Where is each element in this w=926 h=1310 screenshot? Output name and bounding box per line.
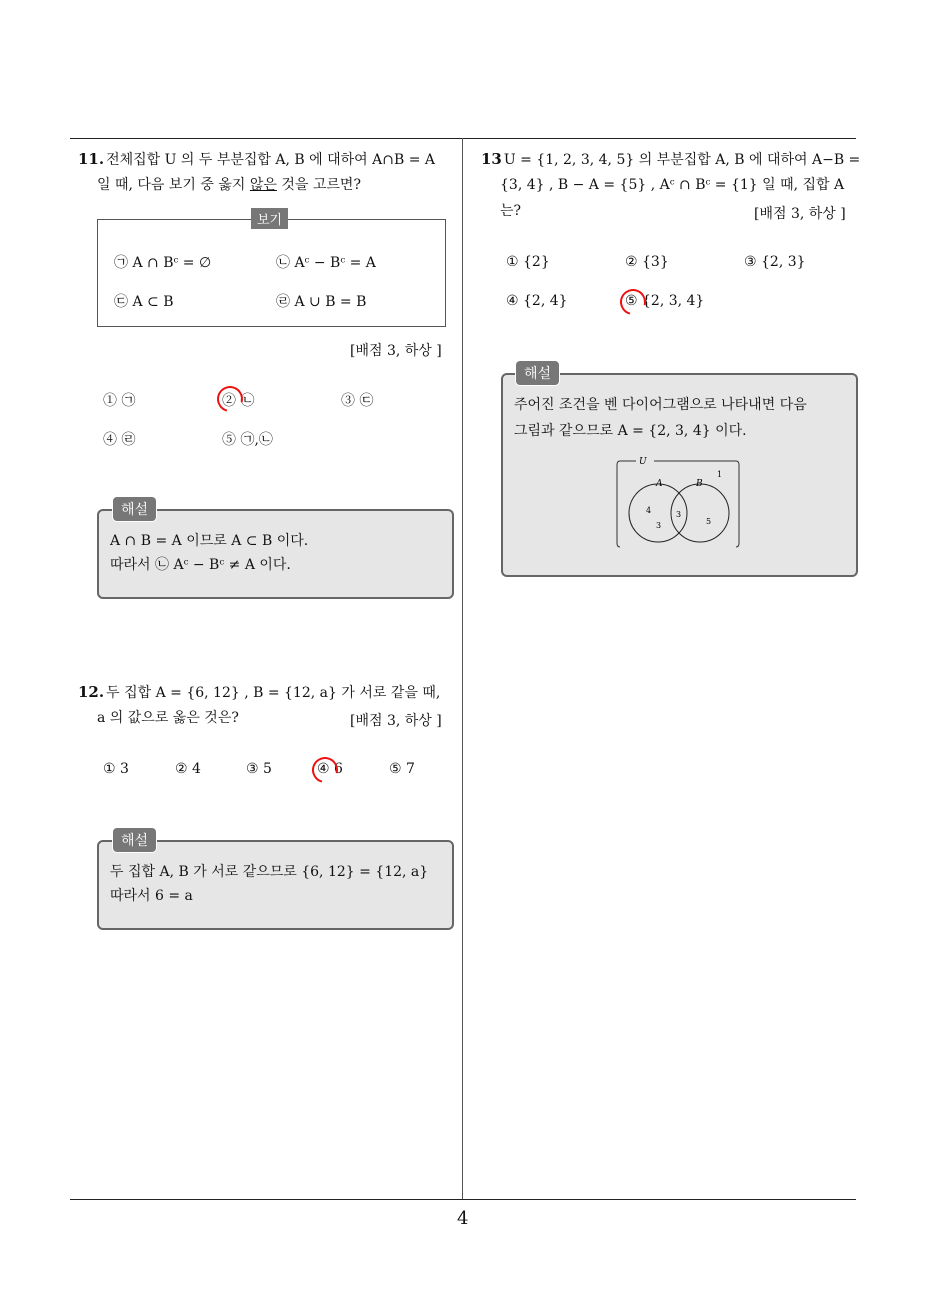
bogi-label: 보기 (251, 208, 288, 229)
venn-label-a: A (656, 479, 663, 489)
q12-solution-label: 해설 (112, 827, 157, 853)
q13-solution-label: 해설 (515, 360, 560, 386)
q11-solution-label: 해설 (112, 496, 157, 522)
q11-text-line1: 전체집합 U 의 두 부분집합 A, B 에 대하여 A∩B = A (106, 152, 436, 168)
q11-answer-mark (212, 381, 248, 417)
bogi-item-3: ㉢ A ⊂ B (114, 294, 174, 310)
q13-line1 (481, 146, 860, 173)
q13-line2: {3, 4} , B − A = {5} , Aᶜ ∩ Bᶜ = {1} 일 때, 집합 A (500, 177, 845, 193)
q12-number: 12. (78, 683, 105, 701)
venn-diagram (614, 455, 742, 553)
q13-choice-1[interactable]: ① {2} (506, 254, 550, 270)
q13-solution-line2: 그림과 같으므로 A = {2, 3, 4} 이다. (514, 423, 747, 439)
top-rule (70, 138, 856, 139)
venn-both: 3 (676, 510, 682, 519)
q12-solution-line2: 따라서 6 = a (110, 888, 193, 904)
q13-answer-mark (615, 284, 651, 320)
q13-line3: 는? (500, 203, 522, 219)
column-divider (462, 138, 463, 1200)
q12-choice-4[interactable]: ④ 6 (317, 761, 343, 777)
venn-outside: 1 (717, 470, 723, 479)
q13-choice-5[interactable]: ⑤ {2, 3, 4} (625, 293, 705, 309)
venn-label-u: U (639, 457, 647, 467)
q11-choice-3[interactable]: ③ ㉢ (341, 393, 374, 409)
q11-choice-2[interactable]: ② ㉡ (222, 393, 255, 409)
page-number: 4 (457, 1208, 469, 1229)
q12-answer-mark (307, 752, 343, 788)
q12-text-line1: 두 집합 A = {6, 12} , B = {12, a} 가 서로 같을 때, (106, 685, 441, 701)
venn-label-b: B (696, 479, 703, 489)
q11-choice-5[interactable]: ⑤ ㉠,㉡ (222, 432, 273, 448)
q11-solution-line2: 따라서 ㉡ Aᶜ − Bᶜ ≠ A 이다. (110, 557, 291, 573)
q12-choice-1[interactable]: ① 3 (103, 761, 129, 777)
q13-number: 13 (481, 150, 502, 168)
q12-choice-3[interactable]: ③ 5 (246, 761, 272, 777)
q11-text-underlined: 않은 (249, 177, 277, 193)
bogi-item-1: ㉠ A ∩ Bᶜ = ∅ (114, 255, 212, 271)
q12-choice-5[interactable]: ⑤ 7 (389, 761, 415, 777)
q11-choice-1[interactable]: ① ㉠ (103, 393, 136, 409)
q11-line2 (97, 172, 361, 198)
q13-text-line1: U = {1, 2, 3, 4, 5} 의 부분집합 A, B 에 대하여 A−B = (503, 152, 861, 168)
q11-choice-4[interactable]: ④ ㉣ (103, 432, 136, 448)
bottom-rule (70, 1199, 856, 1200)
venn-b-only: 5 (706, 517, 712, 526)
venn-a-only-1: 4 (646, 506, 652, 515)
q12-choice-2[interactable]: ② 4 (175, 761, 201, 777)
q11-text-line2a: 일 때, 다음 보기 중 옳지 (97, 177, 250, 193)
bogi-item-4: ㉣ A ∪ B = B (276, 294, 367, 310)
q11-text-line2b: 것을 고르면? (276, 177, 361, 193)
q11-meta: [배점 3, 하상 ] (350, 343, 442, 359)
q13-choice-3[interactable]: ③ {2, 3} (744, 254, 806, 270)
q13-choice-4[interactable]: ④ {2, 4} (506, 293, 568, 309)
q11-number: 11. (78, 150, 105, 168)
q12-line1 (78, 679, 440, 706)
q13-choice-2[interactable]: ② {3} (625, 254, 669, 270)
q12-line2: a 의 값으로 옳은 것은? (97, 710, 239, 726)
q11-line1 (78, 146, 435, 173)
q13-meta: [배점 3, 하상 ] (754, 206, 846, 222)
q12-solution-line1: 두 집합 A, B 가 서로 같으므로 {6, 12} = {12, a} (110, 864, 429, 880)
q11-solution-line1: A ∩ B = A 이므로 A ⊂ B 이다. (110, 533, 309, 549)
bogi-item-2: ㉡ Aᶜ − Bᶜ = A (276, 255, 376, 271)
venn-a-only-2: 3 (656, 521, 662, 530)
q13-solution-line1: 주어진 조건을 벤 다이어그램으로 나타내면 다음 (514, 397, 807, 413)
q12-meta: [배점 3, 하상 ] (350, 713, 442, 729)
